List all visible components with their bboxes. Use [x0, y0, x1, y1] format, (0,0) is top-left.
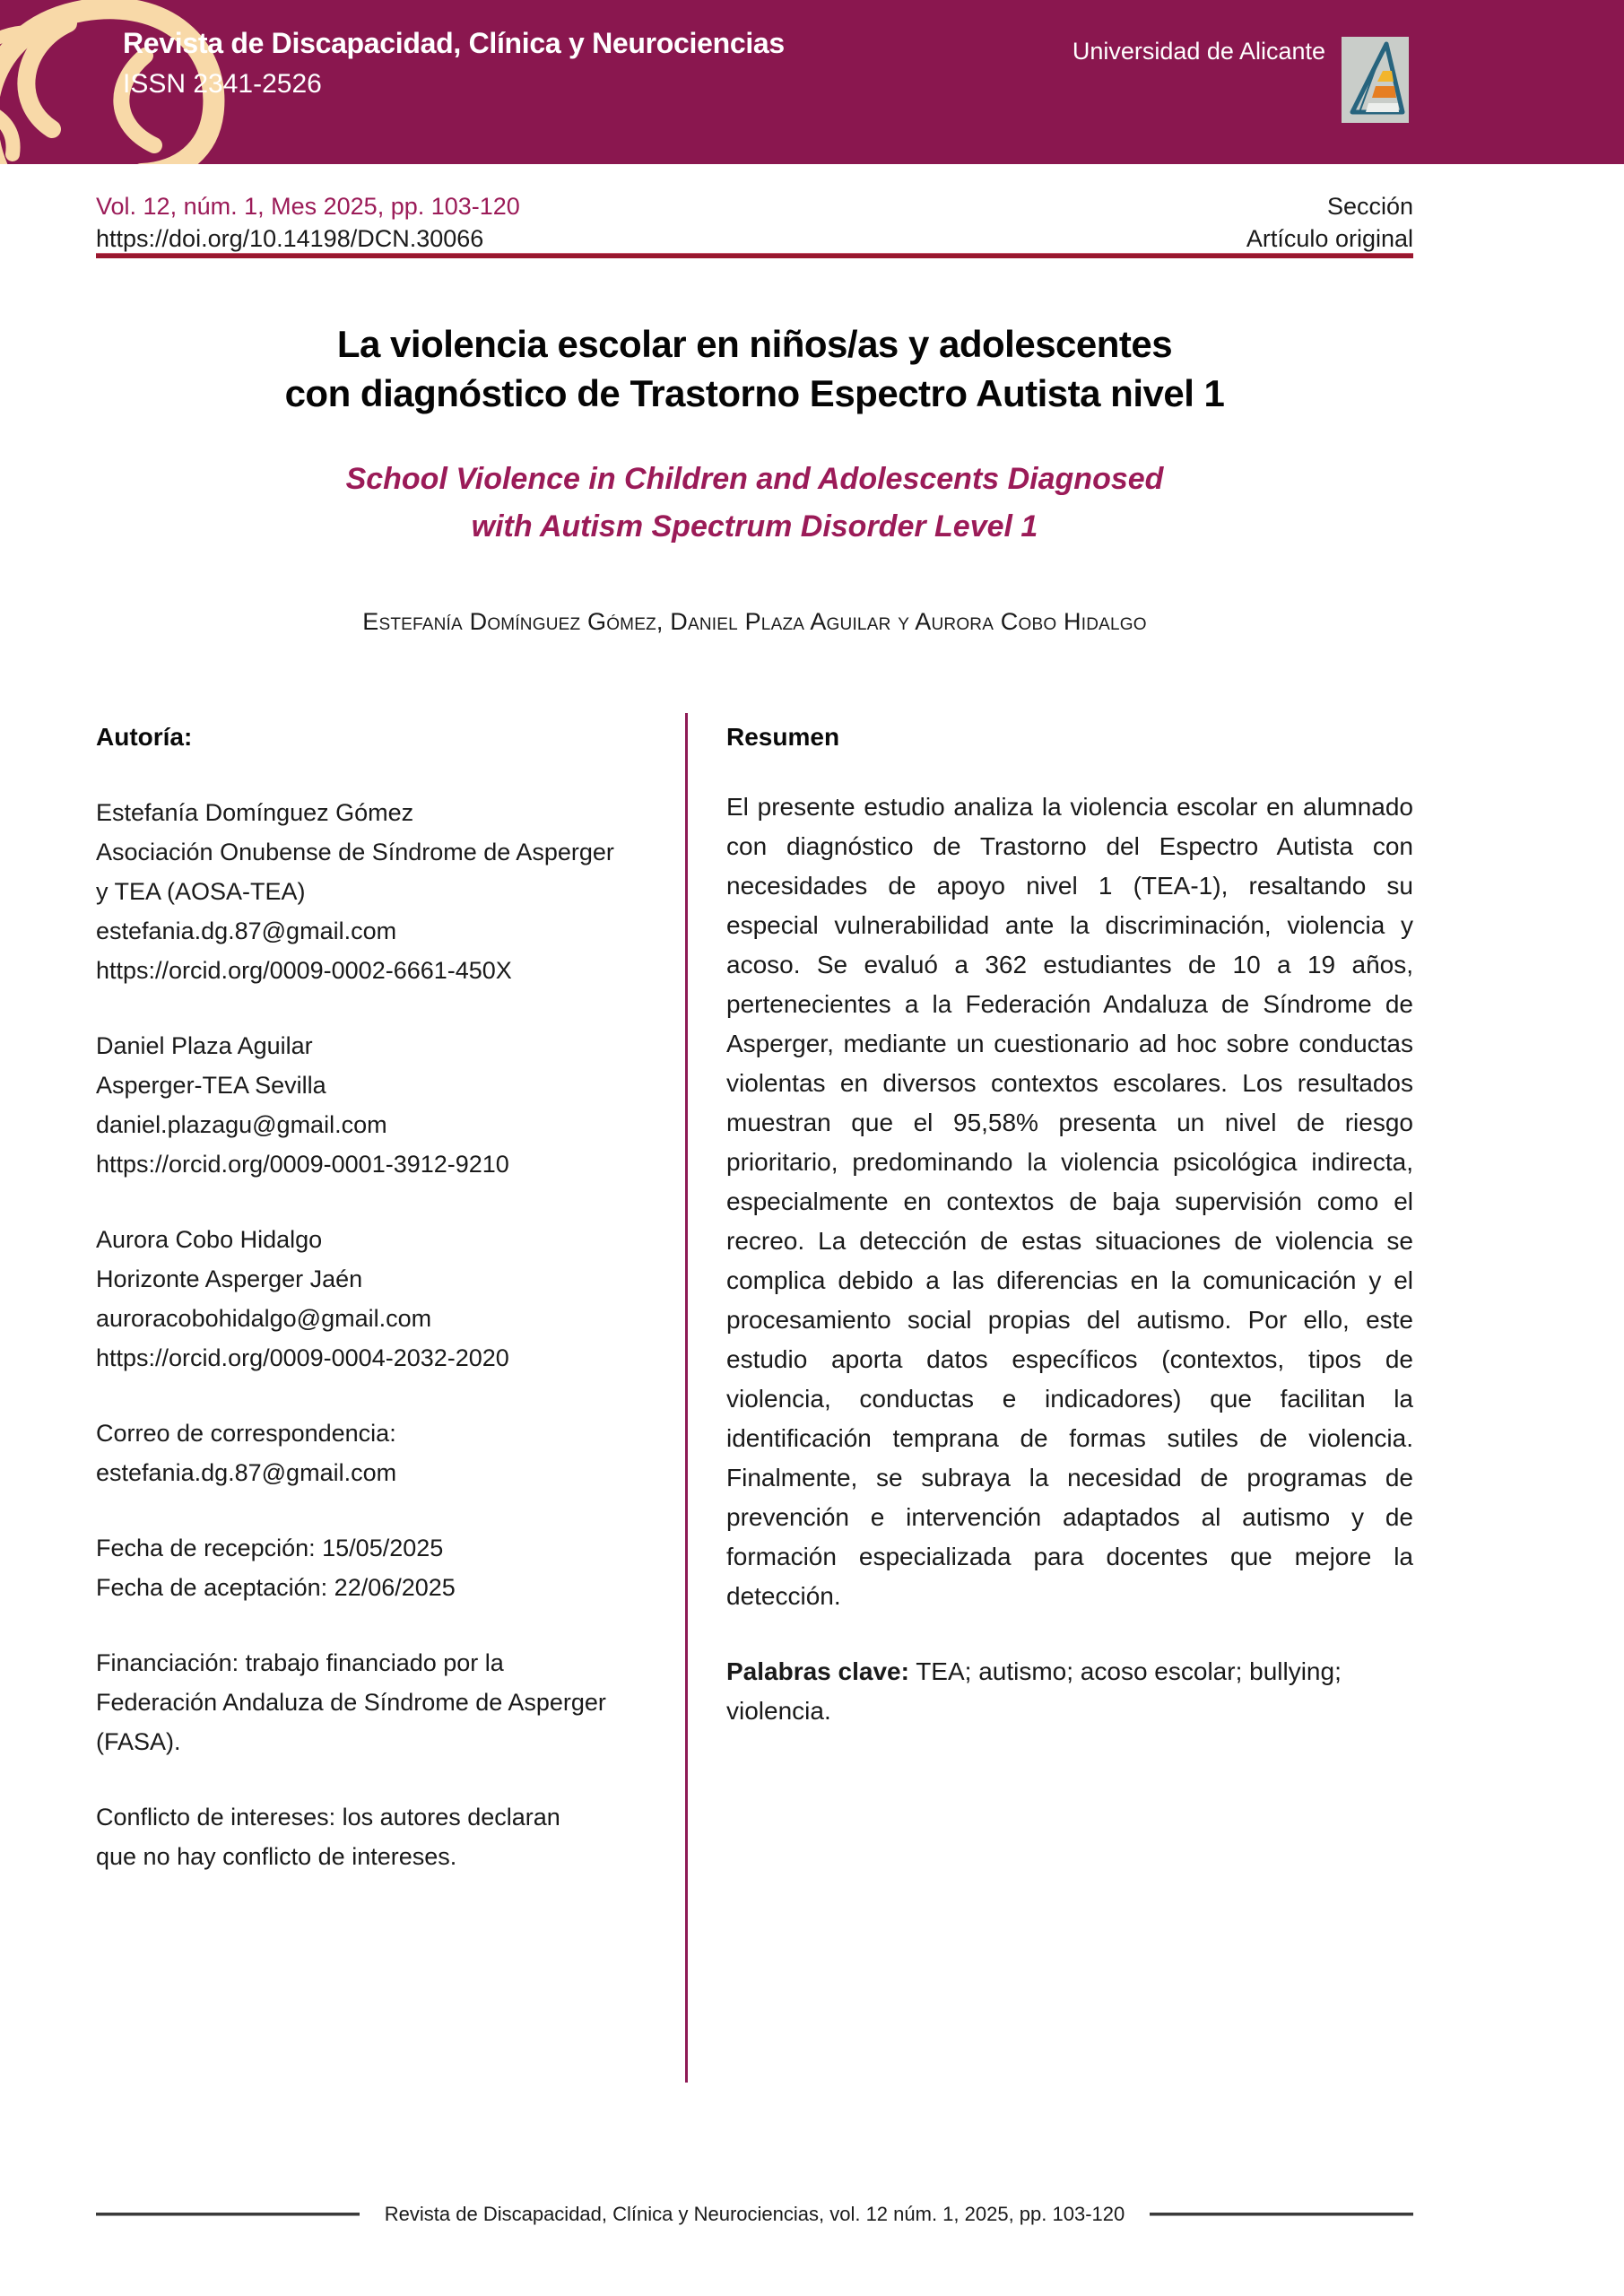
author-email[interactable]: estefania.dg.87@gmail.com [96, 918, 397, 944]
autoria-heading: Autoría: [96, 723, 193, 751]
volume-issue-line: Vol. 12, núm. 1, Mes 2025, pp. 103-120 [96, 193, 520, 220]
keywords-values: TEA; autismo; acoso escolar; bullying; violencia. [726, 1657, 1342, 1725]
funding-line: Financiación: trabajo financiado por la [96, 1649, 504, 1676]
author-affiliation: Asperger-TEA Sevilla [96, 1072, 326, 1099]
correspondence-label: Correo de correspondencia: [96, 1420, 396, 1447]
author-orcid-link[interactable]: https://orcid.org/0009-0004-2032-2020 [96, 1344, 509, 1371]
university-name: Universidad de Alicante [1072, 38, 1325, 65]
correspondence-block [96, 1413, 677, 1492]
universidad-alicante-logo-icon [1342, 37, 1409, 123]
author-block-2 [96, 1026, 677, 1184]
conflict-line: que no hay conflicto de intereses. [96, 1843, 457, 1870]
keywords-label: Palabras clave: [726, 1657, 909, 1685]
header-rule [96, 253, 1413, 258]
footer-rule-left [96, 2213, 360, 2216]
article-title-english [96, 456, 1413, 551]
journal-header-banner [0, 0, 1624, 164]
funding-block [96, 1643, 677, 1761]
abstract-text: El presente estudio analiza la violencia escolar en alumnado con diagnóstico de Trastorno del Espectro Autista con necesidades de apoyo nivel 1 (TEA-1), resaltando su especial vulnerabilidad ante la discriminación, violencia y acoso. Se evaluó a 362 estudiantes de 10 a 19 años, pertenecientes a la Federación Andaluza de Síndrome de Asperger, mediante un cuestionario ad hoc sobre conductas violentas en diversos contextos escolares. Los resultados muestran que el 95,58% presenta un nivel de riesgo prioritario, predominando la violencia psicológica indirecta, especialmente en contextos de baja supervisión como el recreo. La detección de estas situaciones de violencia se complica debido a las diferencias en la comunicación y el procesamiento social propias del autismo. Por ello, este estudio aporta datos específicos (contextos, tipos de violencia, conductas e indicadores) que facilitan la identificación temprana de formas sutiles de violencia. Finalmente, se subraya la necesidad de programas de prevención e intervención adaptados al autismo y de formación especializada para docentes que mejore la detección. [726, 793, 1413, 1610]
authors-byline: Estefanía Domínguez Gómez, Daniel Plaza Aguilar y Aurora Cobo Hidalgo [362, 608, 1147, 635]
author-email[interactable]: auroracobohidalgo@gmail.com [96, 1305, 432, 1332]
resumen-heading: Resumen [726, 723, 840, 751]
section-value: Artículo original [1246, 225, 1413, 252]
article-meta-row [96, 190, 1413, 255]
keywords-line [726, 1652, 1413, 1731]
conflict-line: Conflicto de intereses: los autores declaran [96, 1804, 560, 1831]
footer-text: Revista de Discapacidad, Clínica y Neurociencias, vol. 12 núm. 1, 2025, pp. 103-120 [384, 2203, 1125, 2225]
author-orcid-link[interactable]: https://orcid.org/0009-0001-3912-9210 [96, 1151, 509, 1178]
author-name: Estefanía Domínguez Gómez [96, 799, 414, 826]
acceptance-date: Fecha de aceptación: 22/06/2025 [96, 1574, 456, 1601]
funding-line: (FASA). [96, 1728, 181, 1755]
ua-logo-band-light [1366, 103, 1399, 112]
article-title-spanish [96, 319, 1413, 418]
reception-date: Fecha de recepción: 15/05/2025 [96, 1535, 444, 1561]
author-affiliation: Asociación Onubense de Síndrome de Asperger [96, 839, 614, 865]
page-footer [96, 2203, 1413, 2226]
abstract-column [726, 718, 1413, 1731]
title-es-line2: con diagnóstico de Trastorno Espectro Autista nivel 1 [284, 372, 1225, 414]
author-block-3 [96, 1220, 677, 1378]
correspondence-email[interactable]: estefania.dg.87@gmail.com [96, 1459, 397, 1486]
author-affiliation: y TEA (AOSA-TEA) [96, 878, 306, 905]
section-label: Sección [1326, 193, 1413, 220]
swirl-stroke [0, 108, 13, 154]
author-affiliation: Horizonte Asperger Jaén [96, 1265, 363, 1292]
author-name: Aurora Cobo Hidalgo [96, 1226, 323, 1253]
conflict-block [96, 1797, 677, 1876]
author-email[interactable]: daniel.plazagu@gmail.com [96, 1111, 387, 1138]
volume-doi-block [96, 190, 520, 255]
column-divider [685, 713, 688, 2083]
title-en-line1: School Violence in Children and Adolescents Diagnosed [345, 462, 1164, 496]
journal-issn: ISSN 2341-2526 [123, 69, 322, 99]
funding-line: Federación Andaluza de Síndrome de Asperger [96, 1689, 606, 1716]
title-es-line1: La violencia escolar en niños/as y adolescentes [336, 323, 1173, 365]
journal-title: Revista de Discapacidad, Clínica y Neurociencias [123, 27, 785, 59]
dates-block [96, 1528, 677, 1607]
banner-text [123, 27, 785, 100]
author-orcid-link[interactable]: https://orcid.org/0009-0002-6661-450X [96, 957, 512, 984]
author-info-column [96, 718, 677, 1876]
ua-logo-band-orange [1372, 86, 1396, 98]
section-block [1246, 190, 1413, 255]
author-name: Daniel Plaza Aguilar [96, 1032, 313, 1059]
doi-link[interactable]: https://doi.org/10.14198/DCN.30066 [96, 225, 484, 252]
footer-rule-right [1150, 2213, 1413, 2216]
title-en-line2: with Autism Spectrum Disorder Level 1 [471, 509, 1038, 544]
author-block-1 [96, 793, 677, 990]
